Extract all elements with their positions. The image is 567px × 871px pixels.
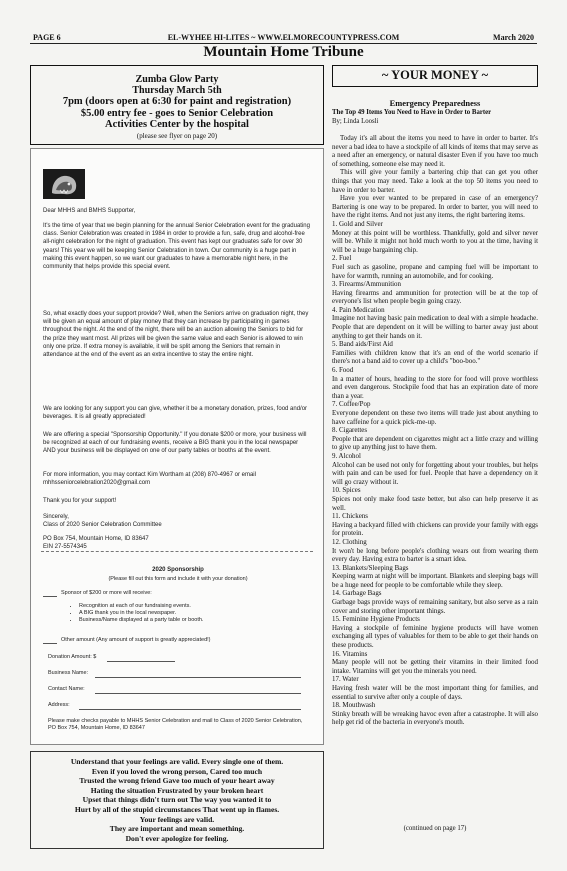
checks-payable-note: Please make checks payable to MHHS Senior Celebration and mail to Class of 2020 Senior Celebration, PO Box 754, Mountain Home, ID 83647: [48, 718, 303, 731]
continued-note: (continued on page 17): [403, 825, 467, 832]
article-paragraph: Garbage bags provide ways of remaining sanitary, but also serve as a rain cover and storing other important things.: [332, 598, 538, 615]
article-paragraph: Stinky breath will be wreaking havoc even after a catastrophe. It will also help get rid of the bacteria in everyone's mouth.: [332, 709, 538, 727]
article-paragraph: Alcohol can be used not only for forgetting about your troubles, but helps with pain and can be used for fuel. People that have a dependency on it will go crazy without it.: [332, 460, 538, 486]
sponsorship-instructions: (Please fill out this form and include it with your donation): [108, 576, 248, 582]
contact-name-field[interactable]: [95, 693, 301, 694]
letter-paragraph-1: It's the time of year that we begin planning for the annual Senior Celebration event for the graduating class. Senior Celebration was created in 1984 in order to provide a fun, safe, drug and alcohol-free all-night celebration for the night of graduation. This event has kept our graduates safe for over 30 years! This year we will be keeping Senior Celebration in town. Our community is a huge part in making this event happen, so we want our graduates to have a memorable night here, in the community that helps provide this special event.: [43, 223, 310, 271]
article-item-heading: 18. Mouthwash: [332, 701, 376, 710]
poem-box: [30, 751, 324, 849]
article-paragraph: Keeping warm at night will be important. Blankets and sleeping bags will be a huge need for people to be comfortable while they sleep.: [332, 572, 538, 589]
zumba-time: 7pm (doors open at 6:30 for paint and registration): [62, 96, 292, 107]
other-amount-checkline[interactable]: [43, 643, 57, 644]
article-paragraph: In a matter of hours, heading to the store for food will prove worthless and even dangerous. Stockpile food that has an expiration date of more than a year.: [332, 374, 538, 400]
zumba-flyer-note: (please see flyer on page 20): [136, 131, 218, 140]
poem-line: Hurt by all of the stupid circumstances That went up in flames.: [74, 804, 280, 814]
poem-line: Don't ever apologize for feeling.: [125, 833, 229, 843]
issue-date: March 2020: [493, 33, 534, 42]
letter-paragraph-6: Thank you for your support!: [43, 498, 117, 504]
poem-line: Hating the situation Frustrated by your broken heart: [90, 785, 264, 795]
article-paragraph: It won't be long before people's clothing wears out from wearing them every day. Having extra to barter is a smart idea.: [332, 546, 538, 564]
article-item-heading: 5. Band aids/First Aid: [332, 340, 393, 349]
poem-line: They are important and mean something.: [109, 824, 245, 834]
sponsor-200-label: Sponsor of $200 or more will receive:: [61, 590, 152, 596]
article-body: [332, 134, 538, 727]
article-item-heading: 12. Clothing: [332, 537, 367, 546]
poem-line: Even if you loved the wrong person, Cared too much: [91, 766, 263, 776]
zumba-title: Zumba Glow Party: [135, 74, 219, 85]
letter-paragraph-4: We are offering a special "Sponsorship Opportunity." If you donate $200 or more, your business will be recognized at each of our fundraising events, receive a BIG thank you in the local newspaper AND your business will be displayed on one of our party tables or booths at the event.: [43, 432, 307, 455]
zumba-ad-box: [30, 65, 324, 145]
sponsorship-letter: [30, 148, 324, 745]
article-item-heading: 2. Fuel: [332, 254, 352, 263]
article-paragraph: Money at this point will be worthless. Thankfully, gold and silver never will be. While it might not hold much worth to you at the time, having it will be a huge bargaining chip.: [332, 228, 538, 254]
letter-committee: Class of 2020 Senior Celebration Committee: [43, 522, 162, 528]
article-item-heading: 15. Feminine Hygiene Products: [332, 615, 420, 624]
other-amount-label: Other amount (Any amount of support is greatly appreciated!): [61, 637, 211, 643]
poem-line: Your feelings are valid.: [139, 814, 215, 824]
page-number: PAGE 6: [33, 33, 61, 42]
article-item-heading: 7. Coffee/Pop: [332, 400, 371, 409]
publication-line: EL-WYHEE HI-LITES ~ WWW.ELMORECOUNTYPRESS.COM: [167, 33, 400, 42]
sponsor-200-checkline[interactable]: [43, 596, 57, 597]
article-paragraph: Have you ever wanted to be prepared in case of an emergency? Bartering is one way to be prepared. In order to barter, you will need to have the right items. And not just any items, the right bartering items.: [332, 194, 538, 220]
your-money-banner: ~ YOUR MONEY ~: [332, 65, 538, 87]
article-paragraph: People that are dependent on cigarettes might act a little crazy and willing to give up anything just to have them.: [332, 434, 538, 452]
letter-address: PO Box 754, Mountain Home, ID 83647: [43, 536, 149, 542]
article-item-heading: 13. Blankets/Sleeping Bags: [332, 563, 409, 572]
article-item-heading: 9. Alcohol: [332, 451, 361, 460]
letter-paragraph-5: For more information, you may contact Kim Wortham at (208) 870-4967 or email mhhsseniorcelebration2020@gmail.com: [43, 472, 256, 487]
article-paragraph: Having a backyard filled with chickens can provide your family with eggs for protein.: [332, 520, 538, 538]
article-paragraph: Everyone dependent on these two items will trade just about anything to have caffeine for a quick pick-me-up.: [332, 409, 538, 426]
article-paragraph: Fuel such as gasoline, propane and camping fuel will be important to have for warmth, running an automobile, and for cooking.: [332, 262, 538, 280]
masthead: Mountain Home Tribune: [203, 44, 364, 60]
poem-line: Upset that things didn't turn out The way you wanted it to: [82, 795, 272, 805]
article-paragraph: Families with children know that it's an end of the world scenario if there's not a band aid to cover up a child's "boo-boo.": [332, 348, 538, 366]
article-paragraph: Today it's all about the items you need to have in order to barter. It's never a bad idea to have a stockpile of all kinds of items that may serve as a need after an emergency, or natural disaster Even if you have too much of something, someone else may need it.: [332, 134, 538, 168]
article-paragraph: Having firearms and ammunition for protection will be at the top of everyone's list when people begin going crazy.: [332, 288, 538, 306]
sponsorship-title: 2020 Sponsorship: [152, 567, 204, 573]
poem-line: Trusted the wrong friend Gave too much of your heart away: [79, 776, 275, 786]
article-byline: By; Linda Loosli: [332, 118, 379, 125]
zumba-location: Activities Center by the hospital: [105, 119, 249, 130]
article-item-heading: 8. Cigarettes: [332, 426, 368, 435]
article-headline: Emergency Preparedness: [389, 99, 481, 108]
address-field[interactable]: [79, 709, 301, 710]
article-item-heading: 6. Food: [332, 366, 354, 375]
article-paragraph: Having a stockpile of feminine hygiene products will have women exchanging all types of valuables for them to be able to get their hands on these products.: [332, 623, 538, 650]
contact-name-label: Contact Name:: [48, 686, 85, 692]
article-item-heading: 3. Firearms/Ammunition: [332, 280, 401, 289]
article-item-heading: 1. Gold and Silver: [332, 219, 383, 228]
sponsor-benefits-list: [69, 603, 309, 624]
poem-line: Understand that your feelings are valid. Every single one of them.: [70, 757, 284, 766]
article-paragraph: This will give your family a bartering chip that can get you other things that you may need. Take a look at the top 50 items you need to have in order to barter.: [332, 168, 538, 194]
article-paragraph: Having fresh water will be the most important thing for families, and essential to survive after only a couple of days.: [332, 684, 538, 701]
article-item-heading: 10. Spices: [332, 486, 361, 495]
donation-amount-field[interactable]: [107, 661, 175, 662]
article-item-heading: 17. Water: [332, 675, 359, 684]
letter-greeting: Dear MHHS and BMHS Supporter,: [43, 208, 136, 214]
article-paragraph: Imagine not having basic pain medication to deal with a simple headache. People that are dependent on it will be willing to barter away just about anything to get their hands on it.: [332, 314, 538, 340]
letter-paragraph-3: We are looking for any support you can give, whether it be a monetary donation, prizes, food and/or beverages. It is all greatly appreciated!: [43, 406, 308, 421]
donation-amount-label: Donation Amount: $: [48, 654, 97, 660]
bulldog-logo-icon: [43, 169, 85, 199]
address-label: Address:: [48, 702, 70, 708]
cut-line: [41, 551, 313, 552]
article-subheadline: The Top 49 Items You Need to Have in Order to Barter: [332, 109, 492, 116]
letter-ein: EIN 27-5574345: [43, 544, 87, 550]
article-paragraph: Spices not only make food taste better, but also can help preserve it as well.: [332, 494, 538, 512]
business-name-label: Business Name:: [48, 670, 89, 676]
article-paragraph: Many people will not be getting their vitamins in their limited food intake. Vitamins will get you the minerals you need.: [332, 658, 538, 675]
article-item-heading: 11. Chickens: [332, 512, 368, 521]
article-item-heading: 16. Vitamins: [332, 649, 368, 658]
benefit-item: • Recognition at each of our fundraising events.: [79, 603, 309, 610]
benefit-item: • A BIG thank you in the local newspaper.: [79, 610, 309, 617]
letter-paragraph-2: So, what exactly does your support provide? Well, when the Seniors arrive on graduation night, they will be given an equal amount of play money that they can increase by participating in games throughout the night. At the end of the night, there will be an auction allowing the Seniors to bid for the prize they want most. All prizes will be given the same value and each Senior is allowed to win only one prize. If extra money is available, it will be split among the Seniors that remain in attendance at the end of the event as an extra incentive to stay the entire night.: [43, 311, 309, 359]
zumba-date: Thursday March 5th: [132, 85, 222, 96]
article-item-heading: 14. Garbage Bags: [332, 589, 382, 598]
business-name-field[interactable]: [95, 677, 301, 678]
zumba-fee: $5.00 entry fee - goes to Senior Celebration: [80, 107, 274, 119]
letter-sign-off: Sincerely,: [43, 514, 69, 520]
article-item-heading: 4. Pain Medication: [332, 305, 385, 314]
benefit-item: • Business/Name displayed at a party table or booth.: [79, 617, 309, 624]
